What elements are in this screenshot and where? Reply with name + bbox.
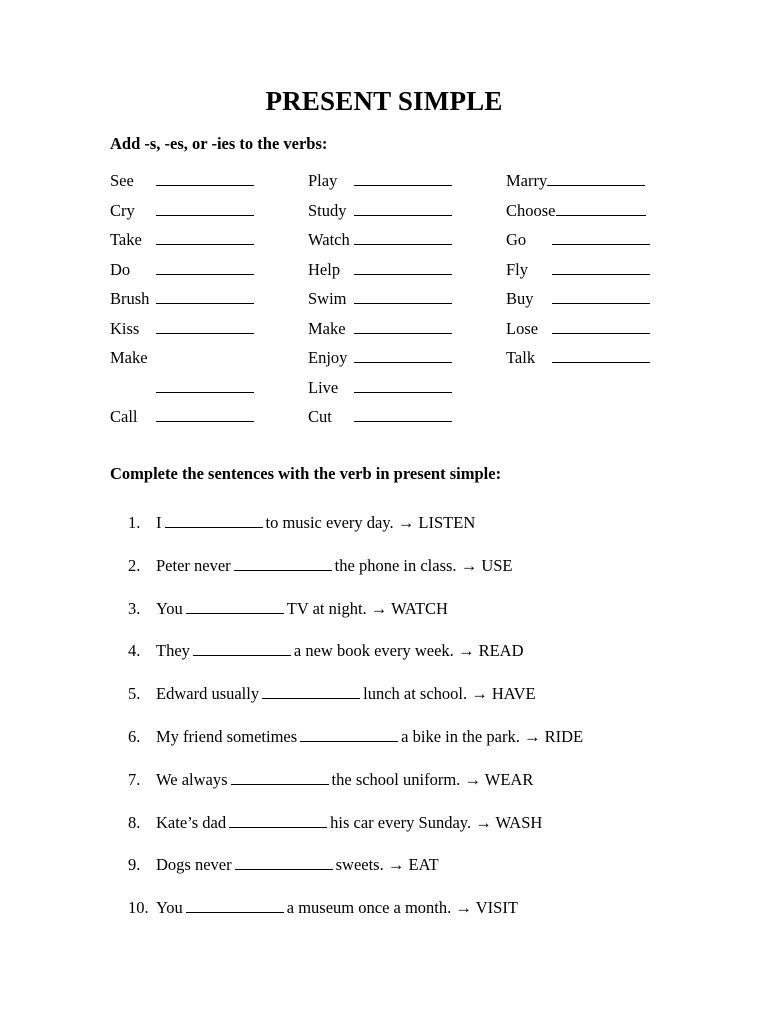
verb-item	[110, 229, 254, 259]
sentence-number: 7.	[128, 769, 141, 789]
base-verb: → WEAR	[464, 769, 534, 789]
answer-blank[interactable]	[354, 406, 452, 422]
answer-blank[interactable]	[156, 377, 254, 393]
sentence-number: 4.	[128, 641, 141, 661]
verb-item	[308, 406, 452, 436]
verb-word: Call	[110, 407, 138, 426]
base-verb: → WATCH	[370, 598, 448, 618]
answer-blank[interactable]	[156, 170, 254, 186]
verb-item	[506, 170, 650, 200]
answer-blank[interactable]	[354, 318, 452, 334]
verb-item	[506, 288, 650, 318]
verb-word: Cut	[308, 407, 332, 426]
answer-blank[interactable]	[186, 897, 284, 913]
sentence-start: My friend sometimes	[156, 726, 298, 746]
verb-item	[506, 347, 650, 377]
sentence-item	[128, 555, 583, 598]
exercise2-instruction: Complete the sentences with the verb in present simple:	[110, 464, 502, 483]
verb-word: Help	[308, 259, 341, 279]
base-verb: → HAVE	[471, 684, 536, 704]
answer-blank[interactable]	[354, 347, 452, 363]
verb-word: Go	[506, 230, 527, 249]
answer-blank[interactable]	[552, 229, 650, 245]
verb-item	[110, 318, 254, 348]
sentence-number: 3.	[128, 598, 141, 618]
sentence-start: Dogs never	[156, 855, 232, 875]
answer-blank[interactable]	[156, 259, 254, 275]
answer-blank[interactable]	[156, 288, 254, 304]
verb-item	[308, 377, 452, 407]
sentence-end: a new book every week.	[293, 641, 454, 661]
sentence-number: 5.	[128, 684, 141, 704]
verb-word: Take	[110, 230, 142, 249]
verb-item	[110, 406, 254, 436]
verb-item	[308, 259, 452, 289]
verb-word: Choose	[506, 200, 556, 220]
sentence-end: his car every Sunday.	[330, 812, 472, 832]
sentence-end: a bike in the park.	[401, 726, 520, 746]
verb-item	[308, 229, 452, 259]
verb-word: Study	[308, 200, 347, 220]
sentence-item	[128, 769, 583, 812]
verb-item	[308, 170, 452, 200]
verb-item	[110, 170, 254, 200]
verb-word: Swim	[308, 289, 347, 308]
sentence-number: 9.	[128, 855, 141, 875]
answer-blank[interactable]	[156, 318, 254, 334]
sentence-item	[128, 854, 583, 897]
sentence-start: You	[156, 898, 183, 918]
sentence-start: Kate’s dad	[156, 812, 227, 832]
verb-word: Fly	[506, 259, 529, 279]
answer-blank[interactable]	[354, 377, 452, 393]
verb-item	[110, 259, 254, 289]
verb-word: Buy	[506, 289, 534, 308]
exercise1-instruction: Add -s, -es, or -ies to the verbs:	[110, 134, 328, 153]
answer-blank[interactable]	[186, 598, 284, 614]
answer-blank[interactable]	[552, 318, 650, 334]
sentence-item	[128, 683, 583, 726]
answer-blank[interactable]	[234, 555, 332, 571]
verb-item	[110, 288, 254, 318]
sentence-item	[128, 726, 583, 769]
verb-word: Make	[308, 318, 346, 338]
verb-item	[506, 229, 650, 259]
base-verb: → USE	[460, 555, 513, 575]
sentence-start: I	[156, 513, 162, 532]
verb-column-2	[308, 170, 452, 436]
sentence-item	[128, 598, 583, 641]
verb-word: Do	[110, 259, 131, 279]
sentence-item	[128, 897, 583, 940]
answer-blank[interactable]	[556, 200, 646, 216]
answer-blank[interactable]	[231, 769, 329, 785]
answer-blank[interactable]	[165, 512, 263, 528]
sentence-number: 2.	[128, 555, 141, 575]
verb-column-3	[506, 170, 650, 377]
verb-item	[308, 288, 452, 318]
base-verb: → LISTEN	[397, 513, 476, 532]
sentence-number: 1.	[128, 513, 141, 532]
verb-item	[308, 318, 452, 348]
answer-blank[interactable]	[262, 683, 360, 699]
sentence-end: TV at night.	[286, 598, 367, 618]
sentence-item	[128, 640, 583, 683]
answer-blank[interactable]	[156, 229, 254, 245]
sentence-number: 10.	[128, 898, 149, 918]
answer-blank[interactable]	[156, 406, 254, 422]
sentence-start: We always	[156, 769, 228, 789]
sentence-end: to music every day.	[265, 513, 394, 532]
verb-item	[506, 200, 650, 230]
verb-word: Watch	[308, 230, 350, 249]
sentence-number: 8.	[128, 812, 141, 832]
base-verb: → EAT	[387, 855, 439, 875]
verb-word: Play	[308, 171, 338, 190]
verb-item	[506, 318, 650, 348]
answer-blank[interactable]	[552, 347, 650, 363]
verb-item	[506, 259, 650, 289]
answer-blank[interactable]	[300, 726, 398, 742]
verb-word: Cry	[110, 200, 135, 220]
verb-item-continuation	[110, 377, 254, 407]
base-verb: → VISIT	[455, 898, 518, 918]
base-verb: → READ	[457, 641, 524, 661]
sentence-end: lunch at school.	[363, 684, 468, 704]
answer-blank[interactable]	[354, 288, 452, 304]
answer-blank[interactable]	[229, 812, 327, 828]
sentence-end: the school uniform.	[331, 769, 461, 789]
answer-blank[interactable]	[354, 200, 452, 216]
verb-word: See	[110, 171, 134, 190]
answer-blank[interactable]	[354, 170, 452, 186]
sentence-list	[128, 512, 583, 940]
sentence-start: You	[156, 598, 183, 618]
sentence-item	[128, 812, 583, 855]
answer-blank[interactable]	[156, 200, 254, 216]
answer-blank[interactable]	[354, 229, 452, 245]
answer-blank[interactable]	[193, 640, 291, 656]
verb-column-1	[110, 170, 254, 436]
verb-word: Make	[110, 348, 148, 367]
sentence-end: the phone in class.	[334, 555, 457, 575]
verb-word: Brush	[110, 289, 150, 308]
answer-blank[interactable]	[235, 854, 333, 870]
answer-blank[interactable]	[552, 288, 650, 304]
base-verb: → WASH	[475, 812, 543, 832]
sentence-end: sweets.	[335, 855, 384, 875]
sentence-end: a museum once a month.	[286, 898, 452, 918]
verb-item	[110, 200, 254, 230]
verb-word: Kiss	[110, 318, 140, 338]
page-title: PRESENT SIMPLE	[265, 86, 503, 116]
answer-blank[interactable]	[354, 259, 452, 275]
verb-word: Lose	[506, 318, 539, 338]
sentence-start: Peter never	[156, 555, 231, 575]
answer-blank[interactable]	[547, 170, 645, 186]
verb-word: Live	[308, 377, 339, 397]
verb-word: Enjoy	[308, 348, 348, 367]
sentence-start: Edward usually	[156, 684, 260, 704]
verb-item	[308, 347, 452, 377]
answer-blank[interactable]	[552, 259, 650, 275]
sentence-number: 6.	[128, 726, 141, 746]
verb-item	[110, 347, 254, 377]
sentence-item	[128, 512, 583, 555]
verb-word: Marry	[506, 171, 548, 190]
verb-word: Talk	[506, 348, 536, 367]
base-verb: → RIDE	[523, 726, 584, 746]
sentence-start: They	[156, 641, 190, 661]
verb-item	[308, 200, 452, 230]
